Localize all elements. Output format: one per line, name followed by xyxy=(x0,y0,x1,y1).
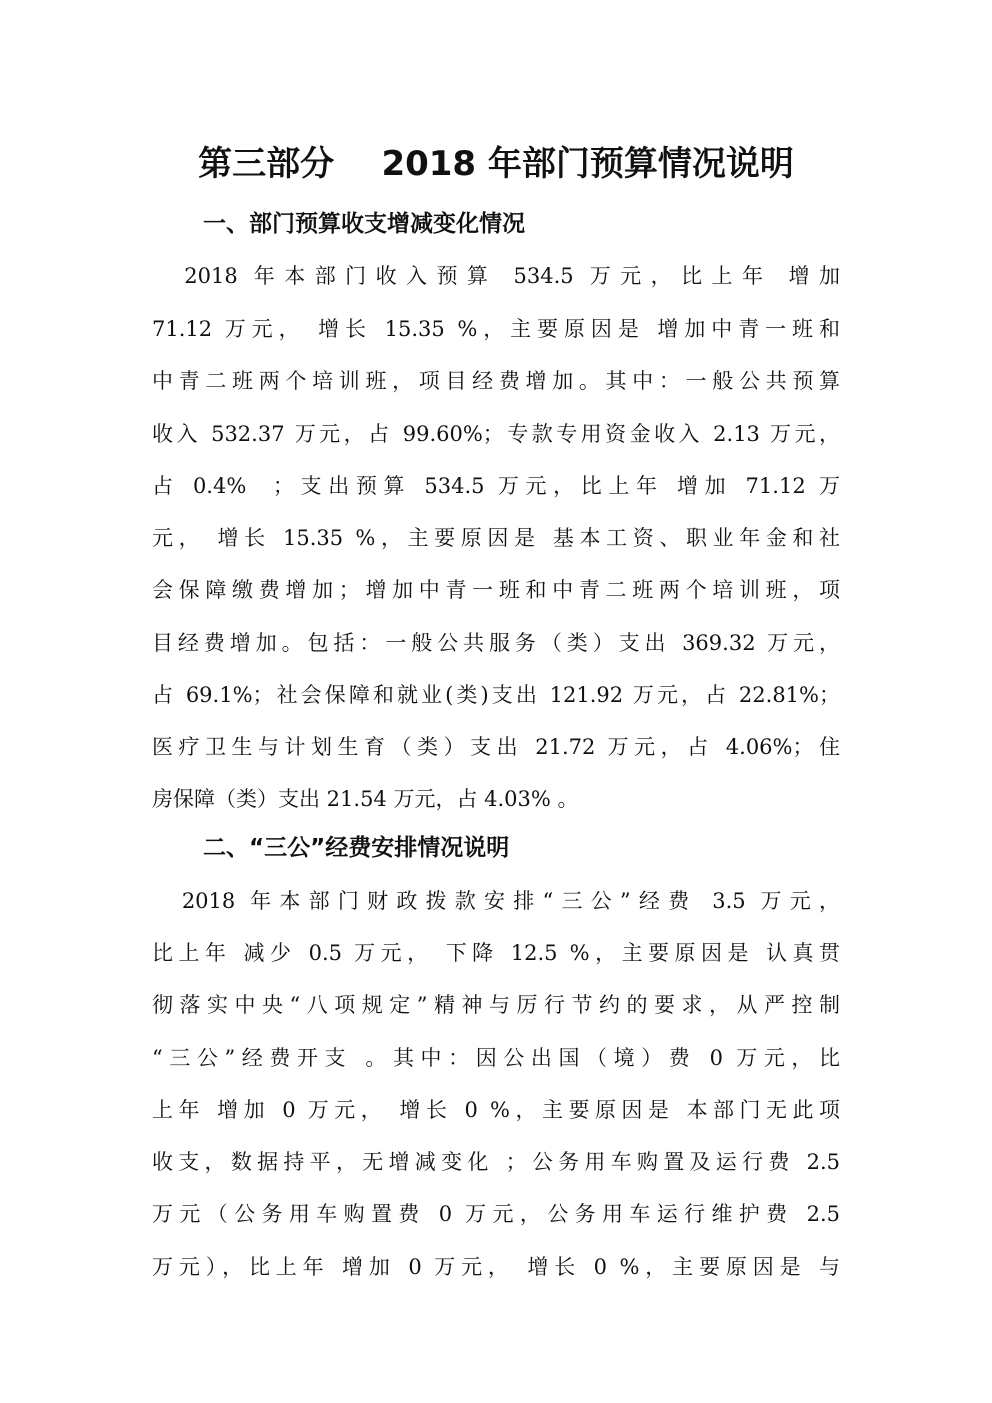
text-line: “三公”经费开支 。其中：因公出国（境）费 0 万元，比 xyxy=(152,1046,840,1070)
text-line: 占 0.4% ；支出预算 534.5 万元，比上年 增加 71.12 万 xyxy=(152,474,840,498)
text-line: 元， 增长 15.35 %，主要原因是 基本工资、职业年金和社 xyxy=(152,526,840,550)
text-line: 会保障缴费增加；增加中青一班和中青二班两个培训班，项 xyxy=(152,578,840,602)
text-line: 中青二班两个培训班，项目经费增加。其中：一般公共预算 xyxy=(152,369,840,393)
section-heading-1: 一、部门预算收支增减变化情况 xyxy=(203,211,525,237)
text-line: 占 69.1%；社会保障和就业(类)支出 121.92 万元，占 22.81%； xyxy=(152,683,840,707)
text-line: 比上年 减少 0.5 万元， 下降 12.5 %，主要原因是 认真贯 xyxy=(152,941,840,965)
text-line: 万元），比上年 增加 0 万元， 增长 0 %，主要原因是 与 xyxy=(152,1255,840,1279)
text-line: 收入 532.37 万元，占 99.60%；专款专用资金收入 2.13 万元， xyxy=(152,422,840,446)
text-line: 2018 年本部门财政拨款安排“三公”经费 3.5 万元， xyxy=(152,889,840,913)
text-line: 收支，数据持平，无增减变化 ；公务用车购置及运行费 2.5 xyxy=(152,1150,840,1174)
text-line: 上年 增加 0 万元， 增长 0 %，主要原因是 本部门无此项 xyxy=(152,1098,840,1122)
text-line: 彻落实中央“八项规定”精神与厉行节约的要求，从严控制 xyxy=(152,993,840,1017)
text-line: 医疗卫生与计划生育（类）支出 21.72 万元，占 4.06%；住 xyxy=(152,735,840,759)
document-title: 第三部分 2018 年部门预算情况说明 xyxy=(198,144,794,184)
text-line: 71.12 万元， 增长 15.35 %，主要原因是 增加中青一班和 xyxy=(152,317,840,341)
text-line: 2018 年本部门收入预算 534.5 万元，比上年 增加 xyxy=(152,264,840,288)
section-heading-2: 二、“三公”经费安排情况说明 xyxy=(203,835,510,861)
text-line: 目经费增加。包括：一般公共服务（类）支出 369.32 万元， xyxy=(152,631,840,655)
text-line: 万元（公务用车购置费 0 万元，公务用车运行维护费 2.5 xyxy=(152,1202,840,1226)
text-line: 房保障（类）支出 21.54 万元，占 4.03% 。 xyxy=(152,787,579,811)
